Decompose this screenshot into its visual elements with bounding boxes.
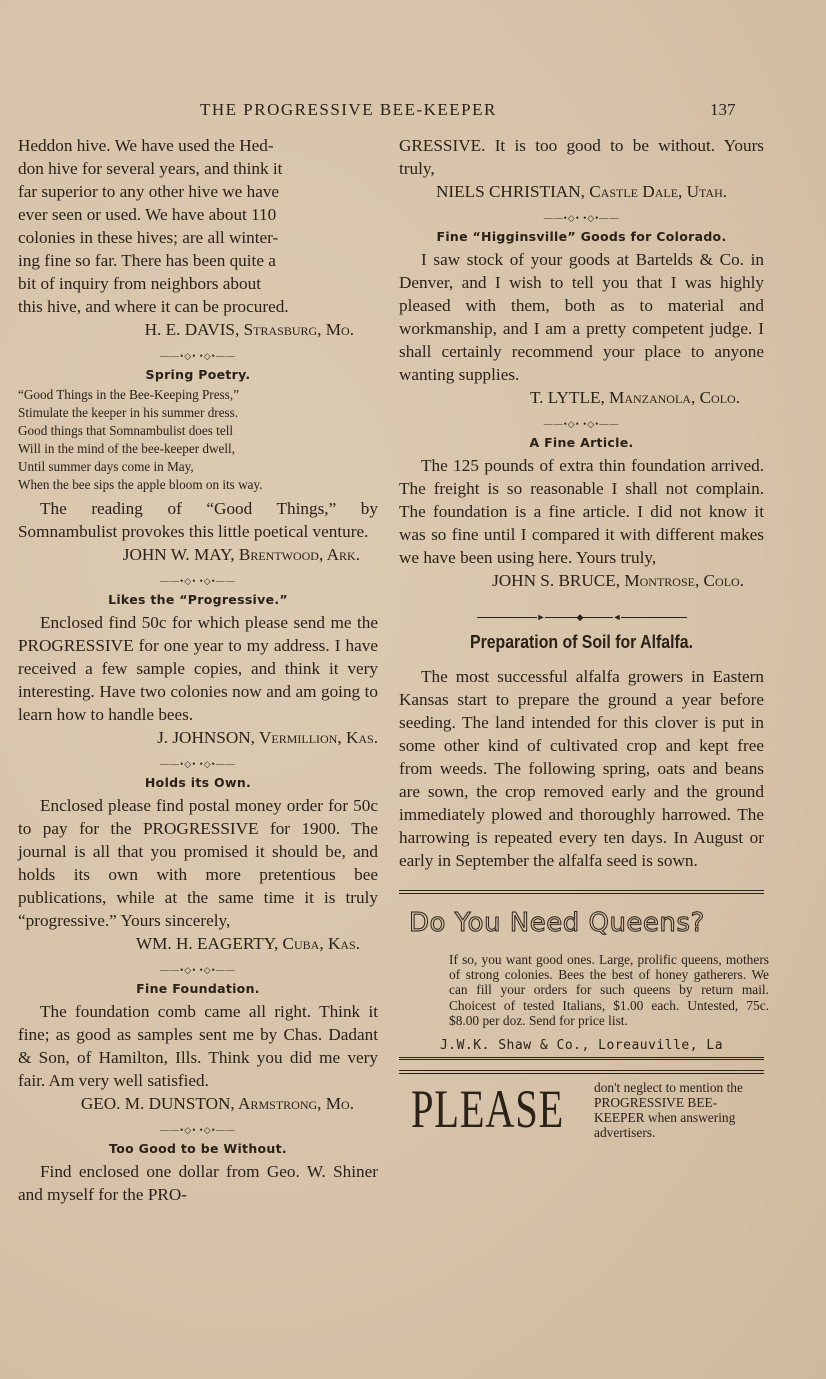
intro-letter — [18, 134, 378, 341]
signature: J. JOHNSON, Vermillion, Kas. — [157, 728, 378, 747]
ad-body: If so, you want good ones. Large, prolific queens, mothers of strong colonies. Bees the best of honey gatherers. We can fill your orders for such queens by return mail. Choicest of tested Italians, $1.00 each. Untested, 75c. $8.00 per doz. Send for price list. — [449, 952, 769, 1028]
paragraph: Enclosed find 50c for which please send me the PROGRESSIVE for one year to my address. I have received a few sample copies, and think it very interesting. Have two colonies now and am going to learn how to handle bees. — [18, 613, 378, 724]
ornament-divider: ——•◇• •◇•—— — [160, 759, 236, 769]
running-title: THE PROGRESSIVE BEE-KEEPER — [200, 100, 497, 119]
section-heading: Too Good to be Without. — [109, 1141, 287, 1156]
paragraph: The 125 pounds of extra thin foundation arrived. The freight is so reasonable I shall not complain. The foundation is a fine article. I did not know it was so fine until I compared it with different makes we have been using here. Yours truly, — [399, 456, 764, 567]
paragraph: Enclosed please find postal money order for 50c to pay for the PROGRESSIVE for 1900. The journal is all that you promised it should be, and holds its own with more pretentious bee publications, while at the same time it is truly “progressive.” Yours sincerely, — [18, 796, 378, 930]
diamond-icon: ◆ — [576, 612, 584, 622]
page-header — [0, 100, 826, 124]
signature: NIELS CHRISTIAN, Castle Dale, Utah. — [435, 182, 728, 201]
intro-line: bit of inquiry from neighbors about — [18, 274, 261, 293]
ornament-divider: ——•◇• •◇•—— — [543, 213, 620, 223]
poem-line: Will in the mind of the bee-keeper dwell, — [18, 441, 235, 456]
please-advertisement — [399, 1070, 764, 1160]
section-heading: Fine Foundation. — [136, 981, 260, 996]
paragraph: The reading of “Good Things,” by Somnambulist provokes this little poetical venture. — [18, 499, 378, 541]
page-number: 137 — [710, 100, 736, 119]
signature: GEO. M. DUNSTON, Armstrong, Mo. — [80, 1094, 354, 1113]
signature: T. LYTLE, Manzanola, Colo. — [529, 388, 740, 407]
intro-line: this hive, and where it can be procured. — [18, 297, 289, 316]
long-ornament-divider — [477, 612, 687, 622]
ad-footer: J.W.K. Shaw & Co., Loreauville, La — [439, 1038, 724, 1054]
please-display-text: PLEASE — [411, 1079, 565, 1140]
signature: JOHN W. MAY, Brentwood, Ark. — [122, 545, 360, 564]
intro-line: don hive for several years, and think it — [18, 159, 283, 178]
intro-line: far superior to any other hive we have — [18, 182, 280, 201]
paragraph: GRESSIVE. It is too good to be without. Yours truly, — [399, 136, 764, 178]
poem-line: Stimulate the keeper in his summer dress. — [18, 405, 239, 420]
section-heading: Fine “Higginsville” Goods for Colorado. — [436, 229, 727, 244]
left-column — [18, 134, 378, 1206]
arrow-left-icon: ◄ — [612, 612, 622, 622]
poem-line: When the bee sips the apple bloom on its way. — [18, 477, 263, 492]
right-column — [399, 134, 769, 1160]
intro-line: Heddon hive. We have used the Hed- — [18, 136, 274, 155]
please-body: don't neglect to mention the PROGRESSIVE BEE-KEEPER when answering advertisers. — [594, 1080, 743, 1141]
section-heading: A Fine Article. — [529, 435, 634, 450]
poem-line: Until summer days come in May, — [18, 459, 194, 474]
poem — [18, 386, 378, 494]
queens-advertisement — [399, 890, 769, 1060]
ornament-divider: ——•◇• •◇•—— — [160, 576, 236, 586]
signature: H. E. DAVIS, Strasburg, Mo. — [144, 320, 354, 339]
section-heading: Spring Poetry. — [145, 367, 251, 382]
signature: WM. H. EAGERTY, Cuba, Kas. — [135, 934, 360, 953]
arrow-right-icon: ► — [536, 612, 546, 622]
paragraph: The foundation comb came all right. Think it fine; as good as samples sent me by Chas. Dadant & Son, of Hamilton, Ills. Think you did me very fair. Am very well satisfied. — [18, 1002, 378, 1090]
intro-line: ever seen or used. We have about 110 — [18, 205, 277, 224]
ornament-divider: ——•◇• •◇•—— — [160, 351, 236, 361]
paragraph: Find enclosed one dollar from Geo. W. Shiner and myself for the PRO- — [18, 1162, 378, 1204]
poem-line: “Good Things in the Bee-Keeping Press,” — [18, 387, 239, 402]
ornament-divider: ——•◇• •◇•—— — [543, 419, 620, 429]
section-heading: Likes the “Progressive.” — [108, 592, 288, 607]
ornament-divider: ——•◇• •◇•—— — [160, 1125, 236, 1135]
paragraph: I saw stock of your goods at Bartelds & Co. in Denver, and I wish to tell you that I was highly pleased with them, both as to material and workmanship, and I am a pretty competent judge. I shall certainly recommend your place to anyone wanting supplies. — [399, 250, 764, 384]
paragraph: The most successful alfalfa growers in Eastern Kansas start to prepare the ground a year before seeding. The land intended for this clover is put in some other kind of cultivated crop and kept free from weeds. The following spring, oats and beans are sown, the crop removed early and the ground immediately plowed and thoroughly harrowed. The harrowing is repeated every ten days. In August or early in September the alfalfa seed is sown. — [399, 667, 764, 870]
section-heading: Holds its Own. — [144, 775, 252, 790]
ad-headline: Do You Need Queens? — [409, 908, 705, 938]
intro-line: colonies in these hives; are all winter- — [18, 228, 279, 247]
signature: JOHN S. BRUCE, Montrose, Colo. — [492, 571, 744, 590]
intro-line: ing fine so far. There has been quite a — [18, 251, 276, 270]
ornament-divider: ——•◇• •◇•—— — [160, 965, 236, 975]
article-heading: Preparation of Soil for Alfalfa. — [470, 632, 693, 652]
poem-line: Good things that Somnambulist does tell — [18, 423, 234, 438]
